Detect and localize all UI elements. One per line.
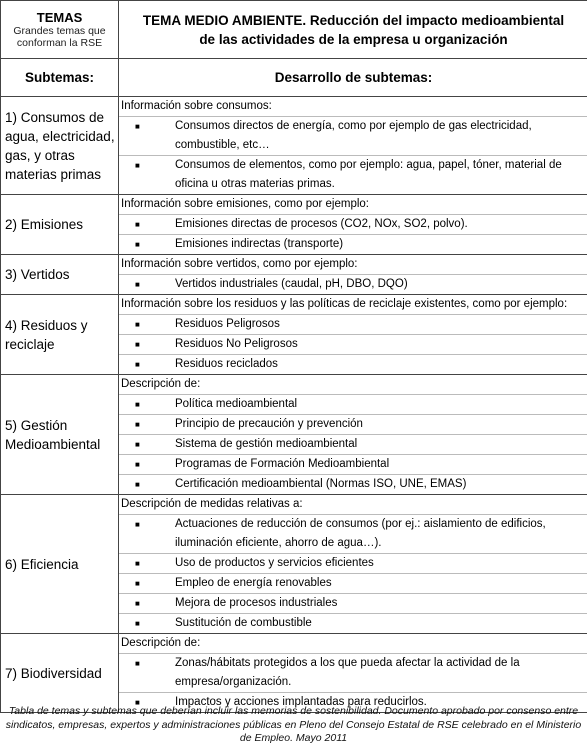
square-bullet-icon: ■ xyxy=(135,619,140,628)
list-item-text: Sistema de gestión medioambiental xyxy=(175,438,358,450)
subtema-label: 5) Gestión Medioambiental xyxy=(1,375,119,495)
square-bullet-icon: ■ xyxy=(135,161,140,170)
list-item-text: Uso de productos y servicios eficientes xyxy=(175,557,374,569)
intro-text: Información sobre los residuos y las políticas de reciclaje existentes, como por ejemplo: xyxy=(121,298,568,310)
subtema-label: 2) Emisiones xyxy=(1,195,119,255)
list-item xyxy=(119,553,587,573)
table-row xyxy=(1,295,587,375)
list-item xyxy=(119,354,587,374)
subtema-development-cell xyxy=(119,255,587,295)
square-bullet-icon: ■ xyxy=(135,340,140,349)
list-item xyxy=(119,334,587,354)
subtema-development-cell xyxy=(119,375,587,495)
list-item-text: Consumos directos de energía, como por ejemplo de gas electricidad, combustible, etc… xyxy=(175,120,532,151)
list-item-text: Residuos Peligrosos xyxy=(175,318,280,330)
list-item-text: Zonas/hábitats protegidos a los que pueda afectar la actividad de la empresa/organización. xyxy=(175,657,520,688)
square-bullet-icon: ■ xyxy=(135,659,140,668)
list-item xyxy=(119,274,587,294)
table-row xyxy=(1,375,587,495)
table-caption: Tabla de temas y subtemas que deberían incluir las memorias de sostenibilidad. Documento aprobado por consenso entre sindicatos, empresas, expertos y administraciones públicas en Pleno del Consejo Estatal de RSE celebrado en el Ministerio de Empleo. Mayo 2011 xyxy=(5,705,582,744)
subtema-development-cell xyxy=(119,295,587,375)
list-item-text: Emisiones indirectas (transporte) xyxy=(175,238,344,250)
square-bullet-icon: ■ xyxy=(135,440,140,449)
intro-text: Información sobre vertidos, como por ejemplo: xyxy=(121,258,358,270)
subtema-development-cell xyxy=(119,634,587,713)
square-bullet-icon: ■ xyxy=(135,220,140,229)
square-bullet-icon: ■ xyxy=(135,240,140,249)
square-bullet-icon: ■ xyxy=(135,698,140,707)
list-item-text: Certificación medioambiental (Normas ISO, UNE, EMAS) xyxy=(175,478,467,490)
intro-text: Descripción de: xyxy=(121,637,201,649)
list-item xyxy=(119,314,587,334)
subtema-label: 1) Consumos de agua, electricidad, gas, y otras materias primas xyxy=(1,97,119,195)
table-row xyxy=(1,634,587,713)
square-bullet-icon: ■ xyxy=(135,480,140,489)
temas-header-cell xyxy=(1,1,119,59)
list-item xyxy=(119,573,587,593)
intro-text: Información sobre emisiones, como por ejemplo: xyxy=(121,198,370,210)
list-item xyxy=(119,234,587,254)
list-item-text: Programas de Formación Medioambiental xyxy=(175,458,390,470)
intro-text: Información sobre consumos: xyxy=(121,100,272,112)
column-header-row xyxy=(1,59,587,97)
subtema-development-cell xyxy=(119,195,587,255)
list-item-text: Sustitución de combustible xyxy=(175,617,312,629)
table-row xyxy=(1,255,587,295)
list-item xyxy=(119,653,587,692)
subtema-label: 7) Biodiversidad xyxy=(1,634,119,713)
square-bullet-icon: ■ xyxy=(135,579,140,588)
list-item-text: Mejora de procesos industriales xyxy=(175,597,338,609)
temas-sublabel: Grandes temas que conforman la RSE xyxy=(13,24,106,49)
list-item xyxy=(119,593,587,613)
subtema-label: 3) Vertidos xyxy=(1,255,119,295)
temas-label: TEMAS xyxy=(36,9,83,25)
list-item xyxy=(119,414,587,434)
table-row xyxy=(1,97,587,195)
list-item-text: Actuaciones de reducción de consumos (por ej.: aislamiento de edificios, iluminación eficiente, ahorro de agua…). xyxy=(175,518,546,549)
document-title-line-2: de las actividades de la empresa u organización xyxy=(199,31,508,47)
list-item-text: Vertidos industriales (caudal, pH, DBO, DQO) xyxy=(175,278,408,290)
list-item xyxy=(119,474,587,494)
intro-text: Descripción de medidas relativas a: xyxy=(121,498,303,510)
list-item-text: Impactos y acciones implantadas para reducirlos. xyxy=(175,696,427,708)
intro-text: Descripción de: xyxy=(121,378,201,390)
list-item xyxy=(119,454,587,474)
square-bullet-icon: ■ xyxy=(135,559,140,568)
square-bullet-icon: ■ xyxy=(135,280,140,289)
list-item xyxy=(119,514,587,553)
subtema-label: 6) Eficiencia xyxy=(1,495,119,634)
list-item xyxy=(119,394,587,414)
desarrollo-column-header: Desarrollo de subtemas: xyxy=(119,59,587,97)
square-bullet-icon: ■ xyxy=(135,520,140,529)
square-bullet-icon: ■ xyxy=(135,320,140,329)
list-item-text: Principio de precaución y prevención xyxy=(175,418,363,430)
list-item xyxy=(119,214,587,234)
square-bullet-icon: ■ xyxy=(135,400,140,409)
square-bullet-icon: ■ xyxy=(135,122,140,131)
title-header-cell xyxy=(119,1,587,59)
list-item-text: Residuos No Peligrosos xyxy=(175,338,298,350)
square-bullet-icon: ■ xyxy=(135,360,140,369)
list-item-text: Empleo de energía renovables xyxy=(175,577,332,589)
list-item xyxy=(119,434,587,454)
subtema-development-cell xyxy=(119,97,587,195)
square-bullet-icon: ■ xyxy=(135,460,140,469)
document-title-line-1: TEMA MEDIO AMBIENTE. Reducción del impacto medioambiental xyxy=(142,12,565,28)
square-bullet-icon: ■ xyxy=(135,420,140,429)
list-item-text: Emisiones directas de procesos (CO2, NOx, SO2, polvo). xyxy=(175,218,468,230)
list-item-text: Consumos de elementos, como por ejemplo: agua, papel, tóner, material de oficina u otras materias primas. xyxy=(175,159,562,190)
list-item xyxy=(119,116,587,155)
list-item xyxy=(119,613,587,633)
list-item xyxy=(119,155,587,194)
square-bullet-icon: ■ xyxy=(135,599,140,608)
subtemas-column-header: Subtemas: xyxy=(1,59,119,97)
list-item-text: Residuos reciclados xyxy=(175,358,278,370)
table-row xyxy=(1,495,587,634)
table-header-row xyxy=(1,1,587,59)
subtema-label: 4) Residuos y reciclaje xyxy=(1,295,119,375)
list-item-text: Política medioambiental xyxy=(175,398,298,410)
table-row xyxy=(1,195,587,255)
subtema-development-cell xyxy=(119,495,587,634)
